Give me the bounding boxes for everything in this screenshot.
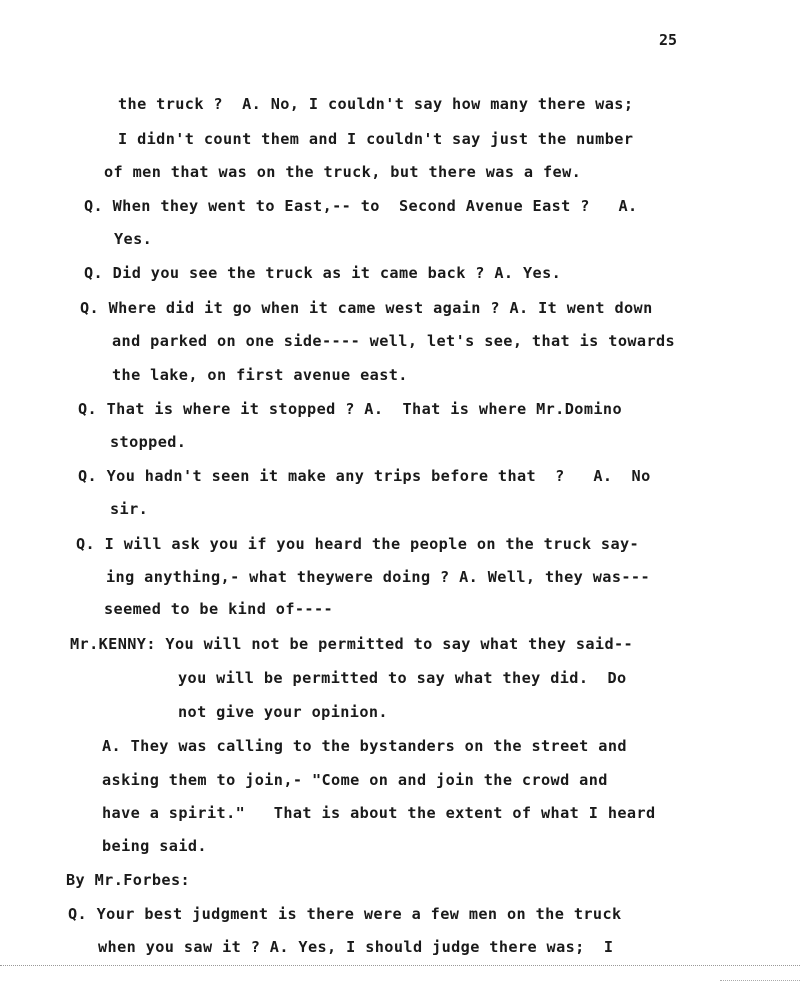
transcript-line: I didn't count them and I couldn't say just the number	[118, 130, 634, 148]
transcript-line: and parked on one side---- well, let's see, that is towards	[112, 332, 676, 350]
transcript-line: Q. Your best judgment is there were a few men on the truck	[68, 905, 622, 923]
transcript-line: sir.	[110, 500, 149, 518]
transcript-line: Q. You hadn't seen it make any trips before that ? A. No	[78, 467, 651, 485]
transcript-line: ing anything,- what theywere doing ? A. Well, they was---	[106, 568, 650, 586]
transcript-line: the truck ? A. No, I couldn't say how many there was;	[118, 95, 634, 113]
transcript-line: Q. That is where it stopped ? A. That is where Mr.Domino	[78, 400, 622, 418]
transcript-line: By Mr.Forbes:	[66, 871, 191, 889]
transcript-line: asking them to join,- "Come on and join the crowd and	[102, 771, 608, 789]
page-bottom-edge	[0, 965, 800, 966]
transcript-line: have a spirit." That is about the extent of what I heard	[102, 804, 656, 822]
page-corner-edge	[720, 980, 800, 981]
transcript-line: Q. Where did it go when it came west again ? A. It went down	[80, 299, 653, 317]
transcript-line: Q. Did you see the truck as it came back ? A. Yes.	[84, 264, 562, 282]
transcript-line: Q. I will ask you if you heard the people on the truck say-	[76, 535, 640, 553]
transcript-line: seemed to be kind of----	[104, 600, 334, 618]
transcript-line: you will be permitted to say what they did. Do	[178, 669, 627, 687]
transcript-line: stopped.	[110, 433, 187, 451]
transcript-line: Yes.	[114, 230, 153, 248]
page-number: 25	[659, 31, 678, 49]
transcript-line: A. They was calling to the bystanders on the street and	[102, 737, 627, 755]
transcript-line: of men that was on the truck, but there was a few.	[104, 163, 582, 181]
transcript-line: when you saw it ? A. Yes, I should judge there was; I	[98, 938, 614, 956]
transcript-line: being said.	[102, 837, 207, 855]
transcript-line: the lake, on first avenue east.	[112, 366, 408, 384]
transcript-line: Mr.KENNY: You will not be permitted to say what they said--	[70, 635, 634, 653]
transcript-line: Q. When they went to East,-- to Second Avenue East ? A.	[84, 197, 638, 215]
transcript-line: not give your opinion.	[178, 703, 388, 721]
